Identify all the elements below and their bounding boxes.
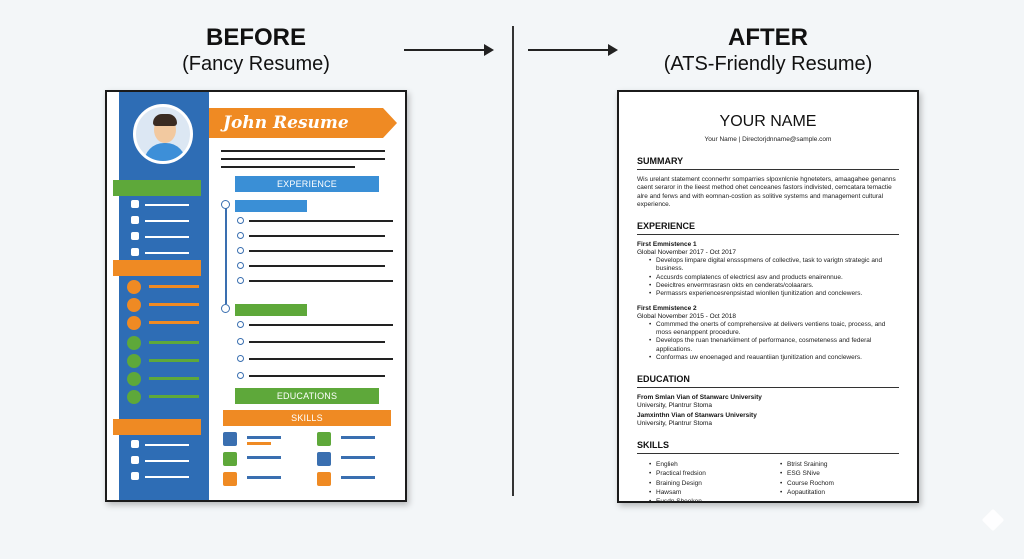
skill-row xyxy=(127,372,201,386)
list-item: • Braining Design xyxy=(649,479,768,488)
list-item: • ESG SNive xyxy=(780,469,899,478)
after-title: AFTER xyxy=(728,24,808,51)
ats-resume xyxy=(617,90,919,506)
list-item: • Deeicltres envermrasrasn okts en cenderats/colaarars. xyxy=(649,282,899,290)
check-icon xyxy=(127,390,141,404)
list-item: • Develops limpare digital enssspmens of collective, task to varigtn strategic and business. xyxy=(649,257,899,274)
globe-icon xyxy=(127,336,141,350)
contact-row xyxy=(131,440,193,450)
skill-row xyxy=(127,316,201,330)
experience-banner: EXPERIENCE xyxy=(235,176,379,192)
arrow-right-icon xyxy=(528,49,616,51)
text-line xyxy=(221,150,385,152)
avatar xyxy=(133,104,193,164)
fancy-resume xyxy=(105,90,407,502)
briefcase-icon xyxy=(317,472,331,486)
people-icon xyxy=(127,354,141,368)
sidebar-ribbon xyxy=(113,180,201,196)
skill-row xyxy=(127,298,201,312)
contact-row xyxy=(131,456,193,466)
job-bullets xyxy=(637,321,899,362)
job-ribbon xyxy=(235,304,307,316)
location-icon xyxy=(131,456,139,464)
user-icon xyxy=(131,440,139,448)
list-item: • Practical fredsion xyxy=(649,469,768,478)
skill-row xyxy=(127,280,201,294)
job-bullets xyxy=(637,257,899,298)
before-title: BEFORE xyxy=(205,24,306,51)
contact-row xyxy=(131,232,193,242)
job-ribbon xyxy=(235,200,307,212)
summary-text: Wis urelant statement cconnerhr somparries slpoxnlcnie hgneteters, amaagahee genanns caent seraror in the lieest method ohet cenceanes fastors indivisted, cemcatara temactie alre and ferws and with eomnan-costion as solitive systems and management cultural experience. xyxy=(637,176,896,208)
before-heading xyxy=(156,24,356,76)
education-title: From Smlan Vian of Stanwarc University xyxy=(637,394,762,402)
person-icon xyxy=(223,432,237,446)
sparkle-icon xyxy=(982,509,1005,532)
education-sub: University, Plantrur Stoma xyxy=(637,420,713,428)
puzzle-icon xyxy=(223,472,237,486)
phone-icon xyxy=(131,216,139,224)
list-item: • Permassrs experiencesrenpsistad wionllen tjunitization and conclewers. xyxy=(649,290,899,298)
location-icon xyxy=(131,248,139,256)
contact-row xyxy=(131,200,193,210)
list-item: • Develops the ruan tnenarkiiment of performance, cosmeteness and federal applications. xyxy=(649,337,899,354)
mail-icon xyxy=(131,232,139,240)
summary-heading: SUMMARY xyxy=(637,156,899,170)
text-line xyxy=(221,158,385,160)
job-date: Global November 2015 - Oct 2018 xyxy=(637,312,736,320)
skills-heading: SKILLS xyxy=(637,440,899,454)
contact-row xyxy=(131,216,193,226)
skills-banner: SKILLS xyxy=(223,410,391,426)
experience-heading: EXPERIENCE xyxy=(637,221,899,235)
list-item: • Course Rochom xyxy=(780,479,899,488)
sidebar-ribbon xyxy=(113,419,201,435)
resume-title-banner: John Resume xyxy=(209,108,383,138)
before-subtitle: (Fancy Resume) xyxy=(182,53,330,75)
list-item: • Accusrds complatencs of electricsl asv and products enairennue. xyxy=(649,274,899,282)
education-sub: University, Plantrur Stoma xyxy=(637,402,713,410)
skill-row xyxy=(127,336,201,350)
list-item: • Eusdn Sheeken xyxy=(649,497,768,506)
star-icon xyxy=(127,316,141,330)
lightbulb-icon xyxy=(127,280,141,294)
grid-icon xyxy=(131,472,139,480)
after-subtitle: (ATS-Friendly Resume) xyxy=(663,53,873,75)
job-title: First Emmistence 1 xyxy=(637,241,697,249)
timeline xyxy=(225,204,227,304)
text-line xyxy=(221,166,355,168)
chart-icon xyxy=(317,432,331,446)
chart-icon xyxy=(127,372,141,386)
list-item: • Aopautitation xyxy=(780,488,899,497)
skill-row xyxy=(127,354,201,368)
user-icon xyxy=(131,200,139,208)
education-title: Jamxinthn Vian of Stanwars University xyxy=(637,412,757,420)
award-icon xyxy=(127,298,141,312)
people-icon xyxy=(223,452,237,466)
list-item: • Englieh xyxy=(649,460,768,469)
resume-contact: Your Name | Directorjdnname@sample.com xyxy=(704,136,832,143)
list-item: • Conformas uw enoenaged and reauantiian tjunitization and conclewers. xyxy=(649,354,899,362)
list-item: • Commmed the onerts of comprehensive at delivers ventiens toaic, process, and moss eenanppent procedure. xyxy=(649,321,899,338)
skills-list xyxy=(637,460,899,506)
arrow-right-icon xyxy=(404,49,492,51)
educations-banner: EDUCATIONS xyxy=(235,388,379,404)
gear-icon xyxy=(317,452,331,466)
job-date: Global November 2017 - Oct 2017 xyxy=(637,249,736,257)
resume-name: YOUR NAME xyxy=(719,113,817,130)
after-heading xyxy=(648,24,888,76)
sidebar-ribbon xyxy=(113,260,201,276)
education-heading: EDUCATION xyxy=(637,374,899,388)
contact-row xyxy=(131,472,193,482)
contact-row xyxy=(131,248,193,258)
skill-row xyxy=(127,390,201,404)
list-item: • Btrist Sraining xyxy=(780,460,899,469)
list-item: • Hawsam xyxy=(649,488,768,497)
center-divider xyxy=(512,26,514,496)
job-title: First Emmistence 2 xyxy=(637,304,697,312)
